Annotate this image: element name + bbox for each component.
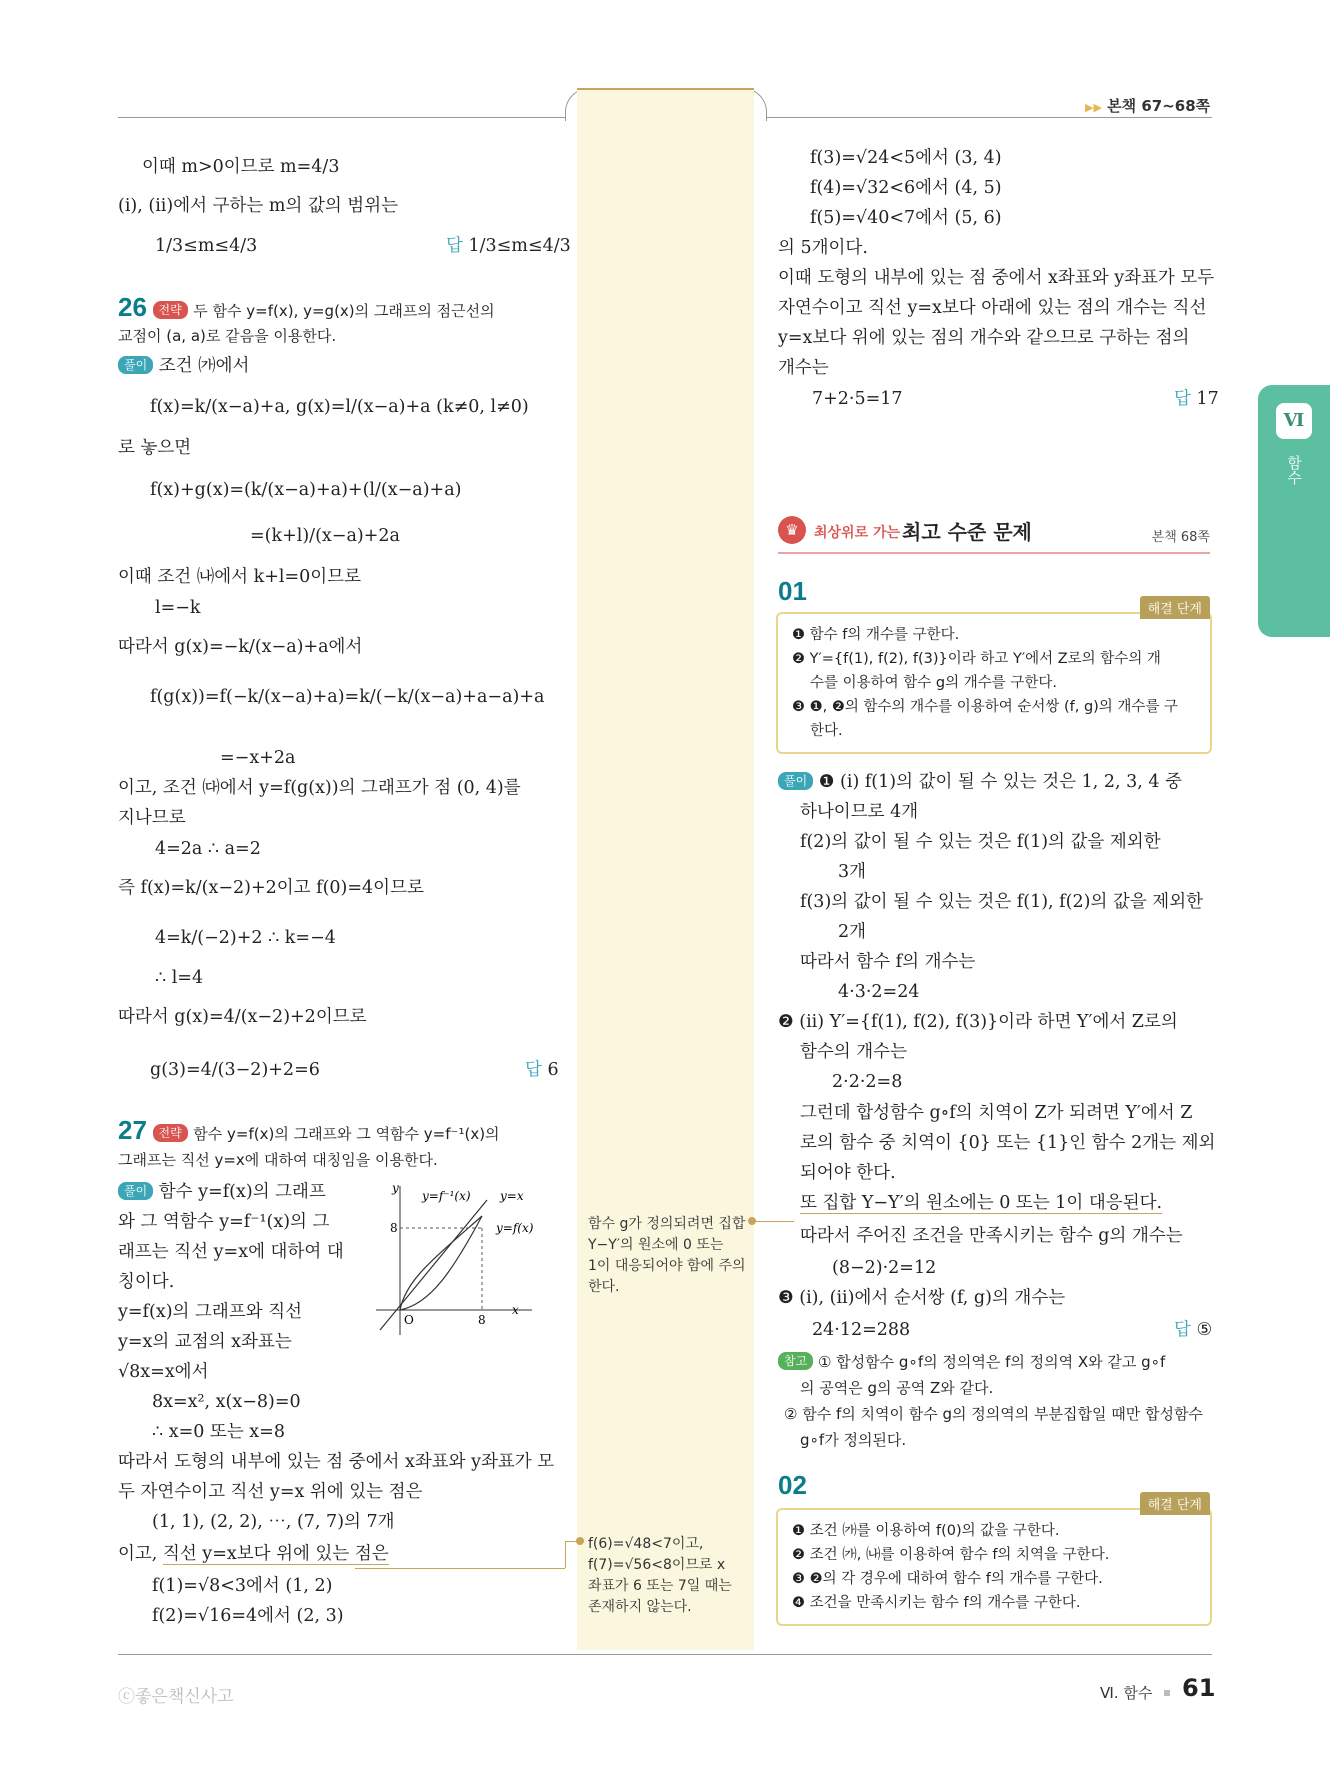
solution-tag: 풀이 (118, 356, 153, 374)
text-line: ❸ (i), (ii)에서 순서쌍 (f, g)의 개수는 (778, 1288, 1066, 1308)
page-number: 61 (1182, 1674, 1216, 1702)
tick-y: 8 (390, 1221, 398, 1235)
text-line: 와 그 역함수 y=f⁻¹(x)의 그 (118, 1212, 330, 1232)
problem-26-heading (118, 292, 495, 323)
text-line: 함수의 개수는 (800, 1042, 907, 1062)
equation: 2·2·2=8 (832, 1072, 903, 1092)
label-y-equals-x: y=x (500, 1189, 524, 1203)
text-line (800, 1191, 1162, 1215)
reference-text: ② 함수 f의 치역이 함수 g의 정의역의 부분집합일 때만 합성함수 (784, 1405, 1203, 1423)
note-line: f(6)=√48<7이고, (588, 1536, 704, 1552)
side-tab-label: 함수 (1285, 455, 1303, 485)
solution-line (118, 1180, 326, 1204)
note-connector (565, 1541, 566, 1568)
reference-text: g∘f가 정의된다. (800, 1431, 907, 1449)
equation: f(2)=√16=4에서 (2, 3) (152, 1606, 344, 1626)
underlined-text: 또 집합 Y−Y′의 원소에는 0 또는 1이 대응된다. (800, 1193, 1163, 1213)
text-line: 되어야 한다. (800, 1163, 896, 1183)
text-line: ❷ (ii) Y′={f(1), f(2), f(3)}이라 하면 Y′에서 Z로의 (778, 1012, 1178, 1032)
tick-x: 8 (478, 1313, 486, 1327)
text-line: 하나이므로 4개 (800, 802, 919, 822)
text-line: 로의 함수 중 치역이 {0} 또는 {1}인 함수 2개는 제외 (800, 1133, 1216, 1153)
label-f-inverse: y=f⁻¹(x) (422, 1189, 471, 1203)
step-line: ❶ 함수 f의 개수를 구한다. (792, 627, 960, 643)
footer-square (1164, 1690, 1170, 1696)
x-axis-label: x (512, 1303, 519, 1317)
step-line: 수를 이용하여 함수 g의 개수를 구한다. (810, 675, 1057, 691)
text-line: 2개 (838, 922, 867, 942)
equation: ∴ l=4 (155, 968, 204, 988)
step-line: ❹ 조건을 만족시키는 함수 f의 개수를 구한다. (792, 1595, 1081, 1611)
equation: =−x+2a (220, 748, 296, 768)
text-line: 따라서 함수 f의 개수는 (800, 952, 976, 972)
answer-badge (446, 234, 571, 258)
strategy-tag: 전략 (153, 301, 188, 319)
equation: f(x)=k/(x−a)+a, g(x)=l/(x−a)+a (k≠0, l≠0) (150, 397, 529, 417)
reference-text: 의 공역은 g의 공역 Z와 같다. (800, 1379, 994, 1397)
note-line: 1이 대응되어야 함에 주의 (588, 1258, 746, 1274)
text-line: 개수는 (778, 358, 829, 378)
note-line: Y−Y′의 원소에 0 또는 (588, 1237, 724, 1253)
text-line: 따라서 도형의 내부에 있는 점 중에서 x좌표와 y좌표가 모 (118, 1452, 555, 1472)
reference-text: ① 합성함수 g∘f의 정의역은 f의 정의역 X와 같고 g∘f (817, 1353, 1166, 1371)
side-tab (1258, 385, 1330, 637)
equation: 24·12=288 (812, 1320, 911, 1340)
equation: 7+2·5=17 (812, 389, 903, 409)
equation: f(5)=√40<7에서 (5, 6) (810, 208, 1002, 228)
step-line: ❸ ❶, ❷의 함수의 개수를 이용하여 순서쌍 (f, g)의 개수를 구 (792, 699, 1179, 715)
section-pre: 최상위로 가는 (814, 525, 901, 541)
text-line: 의 5개이다. (778, 238, 868, 258)
footer-rule (118, 1654, 1212, 1655)
strategy-text: 두 함수 y=f(x), y=g(x)의 그래프의 점근선의 (193, 302, 495, 320)
note-connector (355, 1568, 565, 1569)
note-dot (576, 1537, 584, 1545)
text-line: 즉 f(x)=k/(x−2)+2이고 f(0)=4이므로 (118, 878, 424, 898)
double-arrow-icon: ▶▶ (1085, 101, 1102, 114)
function-graph (372, 1180, 542, 1340)
problem-number: 27 (118, 1115, 147, 1145)
note-line: 존재하지 않는다. (588, 1599, 692, 1615)
text-line: 지나므로 (118, 808, 186, 828)
note-line: 한다. (588, 1279, 620, 1295)
equation: f(3)=√24<5에서 (3, 4) (810, 148, 1002, 168)
answer-badge (1174, 387, 1219, 411)
text-line: 래프는 직선 y=x에 대하여 대 (118, 1242, 344, 1262)
solution-tag: 풀이 (778, 772, 813, 790)
page-ref-text: 본책 67~68쪽 (1107, 97, 1211, 115)
text-line: 칭이다. (118, 1272, 175, 1292)
note-line: 함수 g가 정의되려면 집합 (588, 1216, 746, 1232)
answer-icon: 답 (525, 1060, 542, 1080)
label-f: y=f(x) (496, 1221, 534, 1235)
strategy-text: 함수 y=f(x)의 그래프와 그 역함수 y=f⁻¹(x)의 (193, 1125, 500, 1143)
text-line: 그런데 합성함수 g∘f의 치역이 Z가 되려면 Y′에서 Z (800, 1103, 1193, 1123)
publisher: ⓒ좋은책신사고 (118, 1687, 234, 1707)
section-header (778, 512, 1210, 554)
box-column (577, 90, 754, 1650)
text-line: 이고, 조건 ㈐에서 y=f(g(x))의 그래프가 점 (0, 4)를 (118, 778, 521, 798)
chapter-label: Ⅵ. 함수 (1100, 1684, 1153, 1702)
side-tab-numeral-badge (1276, 403, 1312, 439)
text-line: 3개 (838, 862, 867, 882)
reference-line (778, 1350, 1165, 1374)
answer-badge (525, 1058, 559, 1082)
equation: 4·3·2=24 (838, 982, 920, 1002)
solution-line (118, 354, 249, 378)
text-line: 따라서 g(x)=−k/(x−a)+a에서 (118, 637, 363, 657)
page-ref (1085, 95, 1210, 116)
text-line: (i), (ii)에서 구하는 m의 값의 범위는 (118, 196, 399, 216)
side-note-1 (588, 1214, 746, 1298)
step-line: 한다. (810, 723, 843, 739)
origin-label: O (404, 1313, 414, 1327)
text-line: y=x의 교점의 x좌표는 (118, 1332, 292, 1352)
problem-number: 26 (118, 292, 147, 322)
note-line: f(7)=√56<8이므로 x (588, 1557, 726, 1573)
equation: f(x)+g(x)=(k/(x−a)+a)+(l/(x−a)+a) (150, 480, 462, 500)
solution-text: 조건 ㈎에서 (158, 356, 250, 376)
equation: f(g(x))=f(−k/(x−a)+a)=k/(−k/(x−a)+a−a)+a (150, 687, 545, 707)
step-line: ❷ 조건 ㈎, ㈏를 이용하여 함수 f의 치역을 구한다. (792, 1547, 1110, 1563)
text-line: 이때 조건 ㈏에서 k+l=0이므로 (118, 567, 361, 587)
text-line: f(3)의 값이 될 수 있는 것은 f(1), f(2)의 값을 제외한 (800, 892, 1203, 912)
section-title: 최고 수준 문제 (902, 520, 1032, 544)
problem-number: 01 (778, 576, 807, 606)
equation: =(k+l)/(x−a)+2a (250, 526, 400, 546)
curve-f (400, 1216, 482, 1310)
answer-icon: 답 (446, 236, 463, 256)
text-line (118, 1542, 389, 1566)
equation: g(3)=4/(3−2)+2=6 (150, 1060, 320, 1080)
solution-text: ❶ (i) f(1)의 값이 될 수 있는 것은 1, 2, 3, 4 중 (818, 772, 1182, 792)
text-line: 이때 m>0이므로 m=4/3 (142, 157, 340, 177)
answer-text: 6 (547, 1060, 559, 1080)
step-line: ❸ ❷의 각 경우에 대하여 함수 f의 개수를 구한다. (792, 1571, 1103, 1587)
text-prefix: 이고, (118, 1544, 163, 1564)
trophy-icon: ♛ (778, 516, 806, 544)
equation: 4=k/(−2)+2 ∴ k=−4 (155, 928, 336, 948)
strategy-tag: 전략 (153, 1124, 188, 1142)
problem-number: 02 (778, 1470, 807, 1500)
solution-text: 함수 y=f(x)의 그래프 (158, 1182, 326, 1202)
equation: f(4)=√32<6에서 (4, 5) (810, 178, 1002, 198)
text-line: 따라서 주어진 조건을 만족시키는 함수 g의 개수는 (800, 1226, 1183, 1246)
answer-text: ⑤ (1196, 1320, 1213, 1340)
side-note-2 (588, 1534, 732, 1618)
underlined-text: 직선 y=x보다 위에 있는 점은 (162, 1544, 389, 1564)
strategy-text: 그래프는 직선 y=x에 대하여 대칭임을 이용한다. (118, 1151, 438, 1169)
answer-text: 1/3≤m≤4/3 (468, 236, 571, 256)
step-line: ❶ 조건 ㈎를 이용하여 f(0)의 값을 구한다. (792, 1523, 1060, 1539)
note-line: 좌표가 6 또는 7일 때는 (588, 1578, 732, 1594)
equation: 8x=x², x(x−8)=0 (152, 1392, 301, 1412)
text-line: 자연수이고 직선 y=x보다 아래에 있는 점의 개수는 직선 (778, 298, 1207, 318)
text-line: √8x=x에서 (118, 1362, 209, 1382)
answer-icon: 답 (1174, 1320, 1191, 1340)
strategy-text: 교점이 (a, a)로 같음을 이용한다. (118, 327, 337, 345)
note-connector (752, 1221, 794, 1222)
section-ref: 본책 68쪽 (1151, 530, 1210, 545)
text-line: 로 놓으면 (118, 438, 192, 458)
text-line: y=f(x)의 그래프와 직선 (118, 1302, 303, 1322)
equation: (1, 1), (2, 2), ⋯, (7, 7)의 7개 (152, 1512, 395, 1532)
answer-badge (1174, 1318, 1212, 1342)
equation: 4=2a ∴ a=2 (155, 839, 261, 859)
solution-steps-box (776, 1498, 1212, 1626)
curve-f-inverse (400, 1216, 482, 1310)
stage-label: 해결 단계 (1140, 1492, 1210, 1515)
text-line: 1/3≤m≤4/3 (155, 236, 258, 256)
step-line: ❷ Y′={f(1), f(2), f(3)}이라 하고 Y′에서 Z로의 함수의 개 (792, 651, 1161, 667)
equation: (8−2)·2=12 (832, 1258, 937, 1278)
solution-tag: 풀이 (118, 1182, 153, 1200)
problem-27-heading (118, 1115, 500, 1146)
y-axis-label: y (392, 1181, 399, 1195)
answer-icon: 답 (1174, 389, 1191, 409)
text-line: 이때 도형의 내부에 있는 점 중에서 x좌표와 y좌표가 모두 (778, 268, 1215, 288)
text-line: 따라서 g(x)=4/(x−2)+2이므로 (118, 1007, 367, 1027)
reference-tag: 참고 (778, 1352, 813, 1370)
equation: l=−k (155, 598, 201, 618)
solution-steps-box (776, 602, 1212, 754)
equation: f(1)=√8<3에서 (1, 2) (152, 1576, 333, 1596)
stage-label: 해결 단계 (1140, 596, 1210, 619)
text-line: y=x보다 위에 있는 점의 개수와 같으므로 구하는 점의 (778, 328, 1190, 348)
solution-line (778, 770, 1182, 794)
equation: ∴ x=0 또는 x=8 (152, 1422, 285, 1442)
text-line: f(2)의 값이 될 수 있는 것은 f(1)의 값을 제외한 (800, 832, 1161, 852)
answer-text: 17 (1196, 389, 1219, 409)
note-dot (748, 1217, 756, 1225)
text-line: 두 자연수이고 직선 y=x 위에 있는 점은 (118, 1482, 423, 1502)
side-tab-numeral: Ⅵ (1283, 410, 1305, 431)
